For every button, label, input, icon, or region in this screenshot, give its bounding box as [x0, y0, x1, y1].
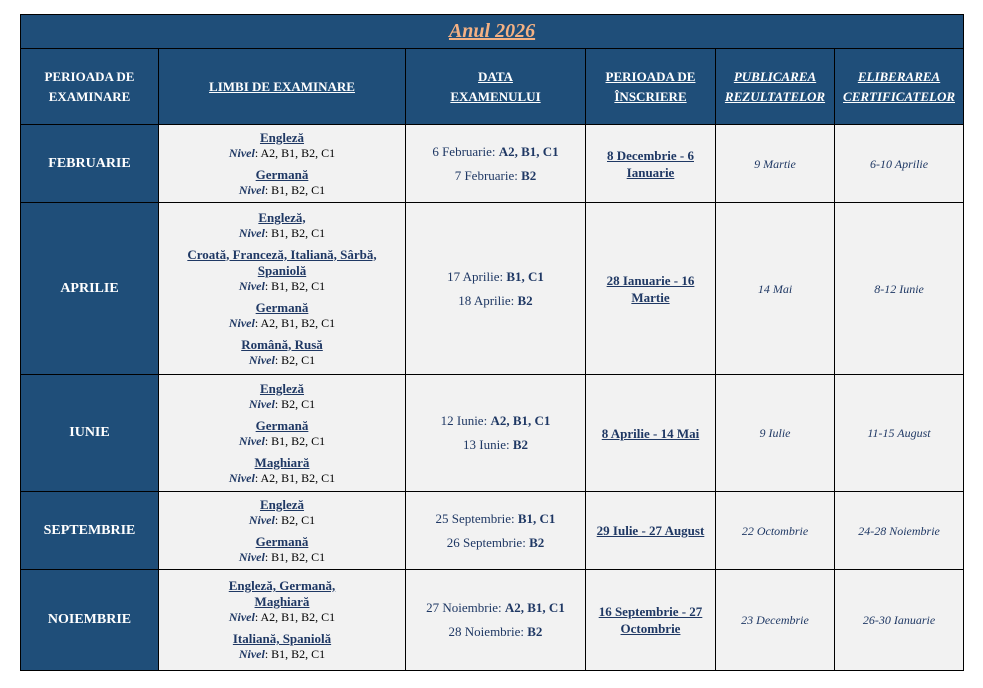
exam-date-line [406, 507, 585, 531]
exam-date-day: 12 Iunie: [440, 413, 491, 428]
language-name: Engleză, Germană, [228, 578, 336, 593]
registration-period-text: Ianuarie [626, 164, 675, 180]
languages-cell [159, 125, 406, 203]
exam-date-line [406, 620, 585, 644]
level-label: Nivel [228, 610, 255, 624]
level-line: Nivel: B1, B2, C1 [238, 225, 326, 240]
level-values: B1, B2, C1 [271, 182, 326, 197]
exam-date-day: 17 Aprilie: [447, 268, 507, 284]
exam-date-levels: A2, B1, C1 [498, 143, 559, 159]
table-row [21, 125, 964, 203]
registration-period-cell [586, 203, 716, 375]
results-publication-cell [716, 492, 835, 570]
level-label: Nivel [238, 278, 265, 293]
registration-period-cell [586, 570, 716, 671]
language-name: Engleză, [258, 209, 306, 225]
exam-date-cell [406, 492, 586, 570]
level-label: Nivel [238, 225, 265, 240]
level-line: Nivel: B2, C1 [248, 352, 316, 367]
languages-cell [159, 375, 406, 492]
level-values: B1, B2, C1 [271, 278, 326, 293]
exam-date-levels: B1, C1 [517, 510, 556, 526]
certificate-issue-dates: 6-10 Aprilie [869, 156, 929, 171]
level-line: Nivel: B1, B2, C1 [238, 549, 326, 564]
month-label: APRILIE [60, 280, 119, 296]
table-row [21, 203, 964, 375]
exam-date-levels: A2, B1, C1 [490, 413, 551, 428]
exam-date-levels: B2 [517, 292, 533, 308]
exam-date-line [406, 596, 585, 620]
exam-schedule-table [20, 14, 964, 671]
level-line: Nivel: A2, B1, B2, C1 [228, 470, 336, 485]
level-label: Nivel [248, 352, 275, 367]
header-row [21, 49, 964, 125]
level-line: Nivel: B1, B2, C1 [238, 433, 326, 448]
exam-date-line [406, 265, 585, 289]
month-cell [21, 375, 159, 492]
language-name: Germană [255, 417, 309, 433]
table-row [21, 492, 964, 570]
language-name: Română, Rusă [241, 336, 323, 352]
level-values: A2, B1, B2, C1 [260, 315, 336, 330]
month-cell [21, 570, 159, 671]
registration-period-text: Martie [631, 289, 670, 305]
languages-cell [159, 492, 406, 570]
table-title: Anul 2026 [448, 20, 536, 42]
results-publication-cell [716, 125, 835, 203]
exam-date-day: 25 Septembrie: [435, 510, 518, 526]
language-name: Engleză [259, 129, 305, 145]
table-row [21, 570, 964, 671]
exam-date-cell [406, 203, 586, 375]
languages-cell [159, 570, 406, 671]
month-label: SEPTEMBRIE [43, 522, 136, 538]
level-label: Nivel [238, 647, 265, 661]
exam-date-day: 7 Februarie: [454, 167, 522, 183]
header-perioada-examinare: PERIOADA DE EXAMINARE [21, 49, 159, 125]
results-publication-date: 22 Octombrie [741, 523, 809, 538]
header-perioada-inscriere: PERIOADA DE ÎNSCRIERE [586, 49, 716, 125]
level-values: B2, C1 [281, 352, 316, 367]
header-data-examenului: DATA EXAMENULUI [406, 49, 586, 125]
header-limbi-examinare: LIMBI DE EXAMINARE [159, 49, 406, 125]
exam-date-levels: B2 [527, 624, 543, 639]
exam-date-line [406, 164, 585, 188]
level-values: B1, B2, C1 [271, 647, 326, 661]
results-publication-cell [716, 570, 835, 671]
month-cell [21, 125, 159, 203]
level-values: B2, C1 [281, 512, 316, 527]
level-line: Nivel: B2, C1 [248, 396, 316, 411]
certificate-issue-cell [835, 203, 964, 375]
level-values: A2, B1, B2, C1 [260, 610, 336, 624]
exam-date-cell [406, 570, 586, 671]
registration-period-cell [586, 492, 716, 570]
exam-date-levels: B2 [521, 167, 537, 183]
registration-period-text: 8 Decembrie - 6 [607, 147, 694, 163]
exam-date-line [406, 289, 585, 313]
certificate-issue-dates: 11-15 August [867, 426, 931, 440]
exam-date-levels: B1, C1 [506, 268, 544, 284]
registration-period-cell [586, 375, 716, 492]
header-eliberarea-certificatelor: ELIBERAREA CERTIFICATELOR [835, 49, 964, 125]
table-row [21, 375, 964, 492]
month-cell [21, 492, 159, 570]
language-name: Engleză [259, 380, 305, 396]
level-label: Nivel [248, 512, 275, 527]
certificate-issue-cell [835, 125, 964, 203]
registration-period-cell [586, 125, 716, 203]
level-label: Nivel [228, 145, 255, 160]
language-name: Germană [255, 166, 309, 182]
results-publication-date: 23 Decembrie [741, 613, 809, 627]
registration-period-text: 28 Ianuarie - 16 [606, 272, 695, 288]
level-label: Nivel [228, 315, 255, 330]
exam-date-line [406, 140, 585, 164]
languages-cell [159, 203, 406, 375]
exam-date-line [406, 409, 585, 433]
header-publicarea-rezultatelor: PUBLICAREA REZULTATELOR [716, 49, 835, 125]
language-name: Italiană, Spaniolă [232, 631, 332, 646]
level-label: Nivel [238, 433, 265, 448]
level-line: Nivel: B1, B2, C1 [238, 278, 326, 293]
exam-date-day: 18 Aprilie: [458, 292, 518, 308]
level-values: B1, B2, C1 [271, 549, 326, 564]
level-label: Nivel [248, 396, 275, 411]
level-values: B1, B2, C1 [271, 433, 326, 448]
registration-period-text: 29 Iulie - 27 August [596, 523, 705, 538]
certificate-issue-cell [835, 570, 964, 671]
level-line: Nivel: B1, B2, C1 [238, 182, 326, 197]
language-name: Germană [255, 533, 309, 549]
exam-date-line [406, 531, 585, 555]
level-line: Nivel: B2, C1 [248, 512, 316, 527]
exam-date-line [406, 433, 585, 457]
results-publication-date: 9 Martie [754, 156, 796, 171]
level-label: Nivel [228, 470, 255, 485]
level-label: Nivel [238, 549, 265, 564]
language-name: Croată, Franceză, Italiană, Sârbă, [187, 246, 377, 262]
level-values: A2, B1, B2, C1 [260, 470, 336, 485]
exam-date-day: 28 Noiembrie: [448, 624, 528, 639]
language-name: Germană [255, 299, 309, 315]
exam-date-day: 13 Iunie: [463, 437, 513, 452]
language-name: Maghiară [254, 594, 310, 609]
exam-date-levels: B2 [512, 437, 528, 452]
certificate-issue-cell [835, 375, 964, 492]
registration-period-text: 8 Aprilie - 14 Mai [601, 425, 700, 441]
level-label: Nivel [238, 182, 265, 197]
results-publication-cell [716, 203, 835, 375]
certificate-issue-cell [835, 492, 964, 570]
language-name: Maghiară [254, 454, 310, 470]
table-title-cell [21, 15, 964, 49]
registration-period-text: Octombrie [620, 621, 681, 636]
language-name: Spaniolă [257, 262, 307, 278]
month-label: FEBRUARIE [48, 155, 131, 171]
exam-date-day: 6 Februarie: [432, 143, 499, 159]
level-line: Nivel: B1, B2, C1 [238, 647, 326, 661]
level-line: Nivel: A2, B1, B2, C1 [228, 145, 336, 160]
exam-date-levels: B2 [529, 534, 545, 550]
exam-date-cell [406, 125, 586, 203]
exam-date-day: 26 Septembrie: [446, 534, 530, 550]
results-publication-cell [716, 375, 835, 492]
level-values: B2, C1 [281, 396, 316, 411]
exam-date-cell [406, 375, 586, 492]
language-name: Engleză [259, 496, 305, 512]
certificate-issue-dates: 8-12 Iunie [874, 281, 924, 296]
level-values: B1, B2, C1 [271, 225, 326, 240]
month-label: IUNIE [69, 425, 110, 440]
registration-period-text: 16 Septembrie - 27 [598, 604, 703, 619]
results-publication-date: 9 Iulie [759, 426, 791, 440]
certificate-issue-dates: 26-30 Ianuarie [862, 613, 936, 627]
exam-date-day: 27 Noiembrie: [426, 600, 505, 615]
month-cell [21, 203, 159, 375]
certificate-issue-dates: 24-28 Noiembrie [858, 523, 940, 538]
exam-date-levels: A2, B1, C1 [504, 600, 565, 615]
level-values: A2, B1, B2, C1 [260, 145, 336, 160]
level-line: Nivel: A2, B1, B2, C1 [228, 315, 336, 330]
month-label: NOIEMBRIE [47, 612, 132, 627]
level-line: Nivel: A2, B1, B2, C1 [228, 610, 336, 624]
results-publication-date: 14 Mai [757, 281, 793, 296]
